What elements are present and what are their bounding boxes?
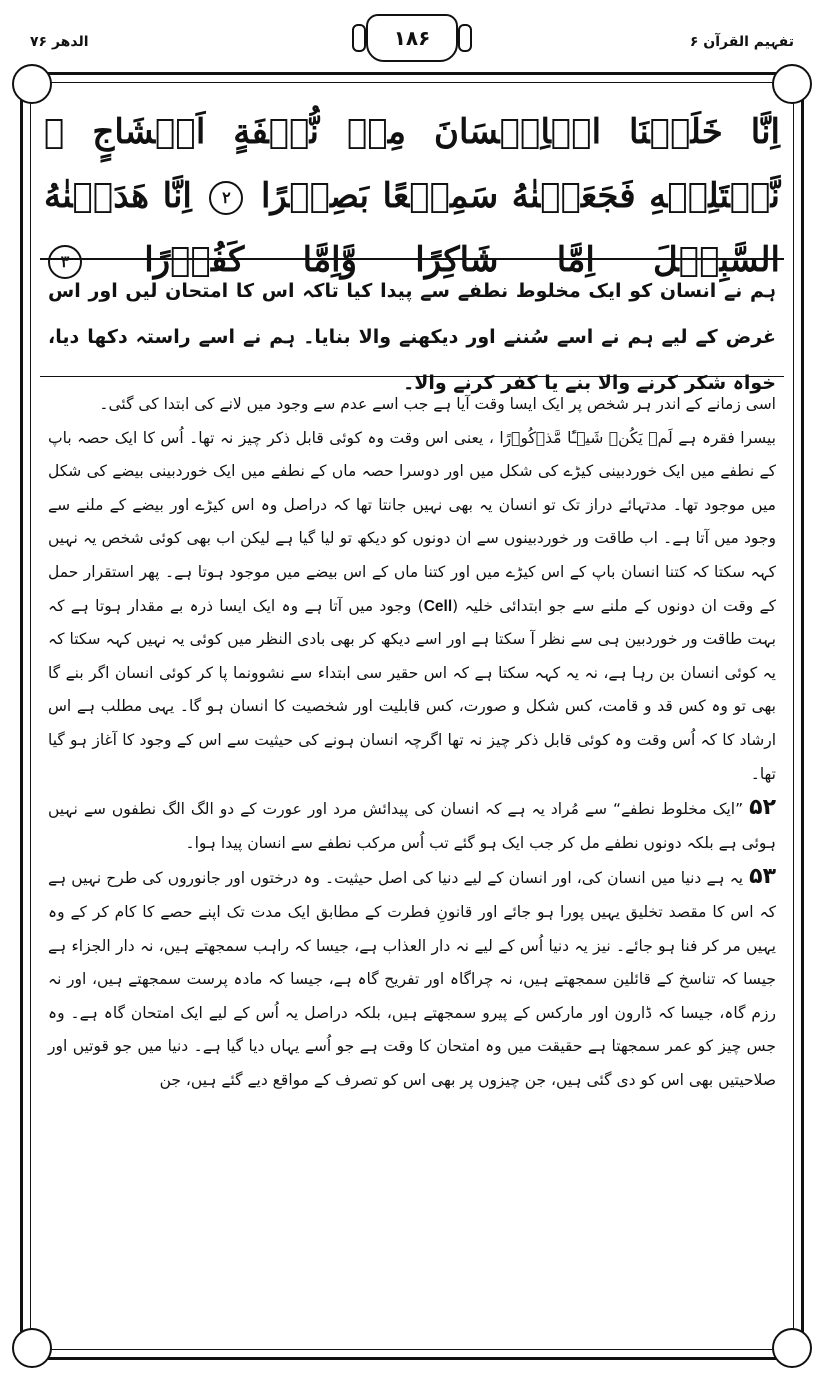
footnote-paragraph	[48, 860, 776, 1097]
footnote-number: ۵۳	[749, 864, 776, 890]
running-title: تفہیم القرآن ۶	[689, 34, 794, 50]
page-number: ۱۸۶	[366, 14, 458, 62]
commentary-text: بیسرا فقرہ ہے لَمۡ يَكُنۡ شَيۡـًٔا مَّذۡكُوۡرًا ، یعنی اس وقت وہ کوئی قابل ذکر چیز نہ تھا۔ اُس کا ایک حصہ باپ کے نطفے میں ایک خوردبینی کیڑے کی شکل میں اور دوسرا حصہ ماں کے نطفے میں ایک خوردبینی بیضے کی شکل میں موجود تھا۔ مدتہائے دراز تک تو انسان یہ بھی نہیں جانتا تھا کہ دراصل وہ اس کیڑے اور بیضے کے ملنے سے وجود میں آتا ہے۔ اب طاقت ور خوردبینوں سے ان دونوں کو دیکھ تو لیا گیا ہے لیکن اب بھی کوئی شخص یہ نہیں کہہ سکتا کہ کتنا انسان باپ کے اس کیڑے میں اور کتنا ماں کے اس بیضے میں موجود ہوتا ہے۔ پھر استقرار حمل کے وقت ان دونوں کے ملنے سے جو ابتدائی خلیہ (	[48, 428, 776, 615]
verse-text: اِنَّا خَلَقۡنَا الۡاِنۡسَانَ مِنۡ نُّطۡفَةٍ اَمۡشَاجٍ ۖ نَّبۡتَلِيۡهِ فَجَعَلۡنٰهُ سَمِيۡعًا بَصِيۡرًا	[44, 112, 780, 216]
footnote-text: یہ ہے دنیا میں انسان کی، اور انسان کے لیے دنیا کی اصل حیثیت۔ وہ درختوں اور جانوروں کی طرح نہیں ہے کہ اس کا مقصد تخلیق یہیں پورا ہو جائے اور قانونِ فطرت کے مطابق ایک مدت تک اپنے حصے کا کام کر کے وہ یہیں مر کر فنا ہو جائے۔ نیز یہ دنیا اُس کے لیے نہ دار العذاب ہے، جیسا کہ راہب سمجھتے ہیں، نہ دار الجزاء ہے جیسا کہ تناسخ کے قائلین سمجھتے ہیں، نہ چراگاہ اور تفریح گاہ ہے، جیسا کہ مادہ پرست سمجھتے ہیں، اور نہ رزم گاہ، جیسا کہ ڈارون اور مارکس کے پیرو سمجھتے ہیں، بلکہ دراصل یہ اُس کے لیے ایک امتحان گاہ ہے۔ وہ جس چیز کو عمر سمجھتا ہے حقیقت میں وہ امتحان کا وقت ہے جو اُسے یہاں دیا گیا ہے۔ دنیا میں جو قوتیں اور صلاحیتیں بھی اس کو دی گئی ہیں، جن چیزوں پر بھی اس کو تصرف کے مواقع دیے گئے ہیں، جن	[48, 869, 776, 1089]
ayah-number-marker: ۳	[48, 245, 82, 279]
corner-ornament	[772, 1328, 812, 1368]
verse-text: اِنَّا هَدَيۡنٰهُ السَّبِيۡلَ اِمَّا شَاكِرًا وَّاِمَّا كَفُوۡرًا	[44, 176, 780, 280]
surah-reference: الدھر ۷۶	[30, 34, 89, 50]
urdu-translation: ہم نے انسان کو ایک مخلوط نطفے سے پیدا کیا تاکہ اس کا امتحان لیں اور اس غرض کے لیے ہم نے اسے سُننے اور دیکھنے والا بنایا۔ ہم نے اسے راستہ دکھا دیا، خواہ شکر کرنے والا بنے یا کفر کرنے والا۔	[48, 280, 776, 394]
divider	[40, 258, 784, 260]
latin-term: Cell	[423, 597, 453, 615]
footnote-paragraph	[48, 791, 776, 860]
footnote-number: ۵۲	[749, 795, 776, 821]
commentary-body	[48, 388, 776, 1338]
commentary-paragraph: اسی زمانے کے اندر ہر شخص پر ایک ایسا وقت آیا ہے جب اسے عدم سے وجود میں لانے کی ابتدا کی گئی۔	[99, 395, 776, 413]
commentary-text: ) وجود میں آتا ہے وہ ایک ایسا ذرہ بے مقدار ہوتا ہے کہ بہت طاقت ور خوردبین ہی سے نظر آ سکتا ہے اور اسے دیکھ کر بھی بادی النظر میں کوئی یہ نہیں کہہ سکتا کہ یہ کوئی انسان بن رہا ہے، نہ یہ کہہ سکتا ہے کہ اس حقیر سی ابتداء سے نشوونما پا کر کوئی انسان اگر بنے گا بھی تو وہ کس قد و قامت، کس شکل و صورت، کس قابلیت اور شخصیت کا انسان ہو گا۔ یہی مطلب ہے اس ارشاد کا کہ اُس وقت وہ کوئی قابل ذکر چیز نہ تھا اگرچہ انسان ہونے کی حیثیت سے اس کے وجود کا آغاز ہو گیا تھا۔	[48, 596, 776, 783]
corner-ornament	[12, 1328, 52, 1368]
page-header	[30, 14, 794, 70]
commentary-paragraph	[48, 422, 776, 792]
divider	[40, 376, 784, 377]
arabic-verses	[44, 92, 780, 280]
footnote-text: ”ایک مخلوط نطفے“ سے مُراد یہ ہے کہ انسان کی پیدائش مرد اور عورت کے دو الگ الگ نطفوں سے نہیں ہوئی ہے بلکہ دونوں نطفے مل کر جب ایک ہو گئے تب اُس مرکب نطفے سے انسان پیدا ہوا۔	[48, 800, 776, 852]
ayah-number-marker: ۲	[209, 181, 243, 215]
